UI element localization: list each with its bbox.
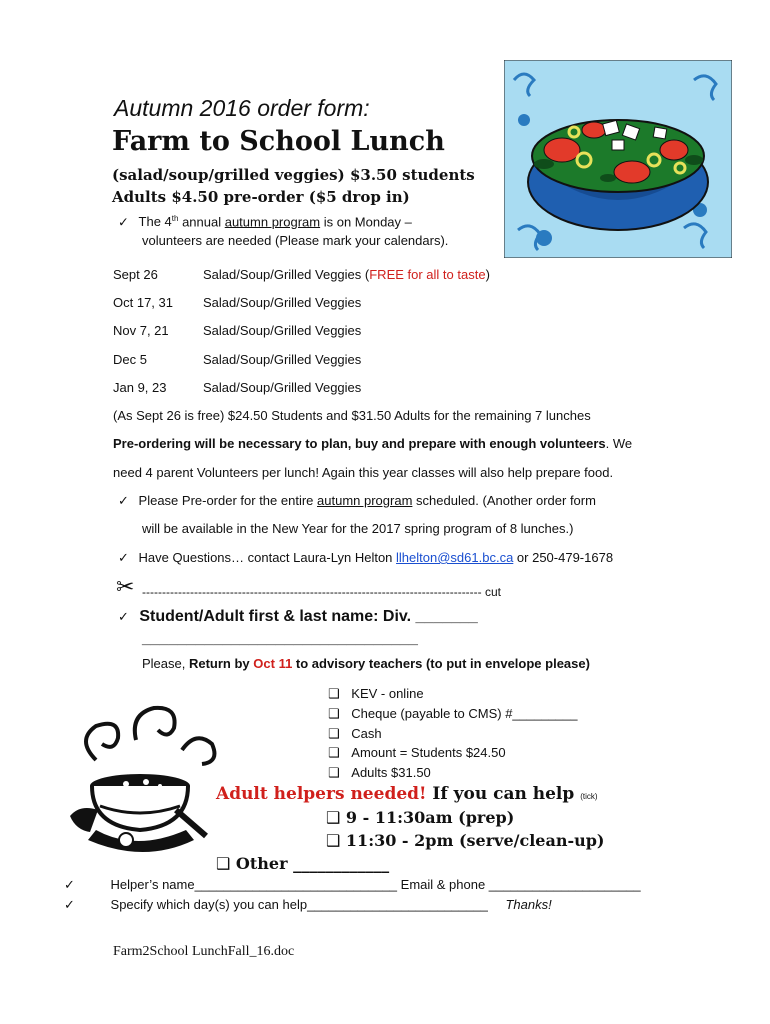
bullet-preorder: ✓ Please Pre-order for the entire autumn program scheduled. (Another order form (118, 493, 596, 509)
checkmark-icon: ✓ (118, 610, 129, 625)
adult-price-line: Adults $4.50 pre-order ($5 drop in) (112, 188, 410, 206)
checkbox-icon[interactable]: ❑ (326, 831, 341, 850)
checkmark-icon: ✓ (64, 878, 75, 893)
return-instructions: Please, Return by Oct 11 to advisory teachers (to put in envelope please) (142, 656, 590, 671)
checkbox-icon[interactable]: ❑ (328, 707, 340, 722)
price-line: (salad/soup/grilled veggies) $3.50 students (112, 166, 475, 184)
checkbox-icon[interactable]: ❑ (328, 687, 340, 702)
thanks-note: Thanks! (505, 897, 552, 912)
schedule-row: Dec 5 Salad/Soup/Grilled Veggies (113, 352, 362, 367)
form-subtitle: Autumn 2016 order form: (114, 95, 370, 121)
salad-bowl-illustration (504, 60, 732, 258)
payment-option[interactable]: ❑ Amount = Students $24.50 (328, 745, 506, 761)
cut-line: ------------------------------------------------------------------------------------- cut (142, 585, 502, 599)
payment-option[interactable]: ❑ Cash (328, 726, 382, 742)
helper-option-other[interactable]: ❑ Other ____________ (216, 854, 390, 873)
checkmark-icon: ✓ (118, 215, 129, 231)
division-field[interactable]: : Div. _______ (373, 608, 478, 625)
scissors-icon: ✂ (116, 574, 135, 599)
free-note: FREE for all to taste (369, 267, 486, 282)
payment-option[interactable]: ❑ KEV - online (328, 686, 424, 702)
checkmark-icon: ✓ (118, 494, 129, 509)
helpers-heading: Adult helpers needed! If you can help (tick) (216, 784, 598, 804)
preorder-line: Pre-ordering will be necessary to plan, buy and prepare with enough volunteers. We (113, 436, 633, 451)
payment-option[interactable]: ❑ Adults $31.50 (328, 765, 431, 781)
helper-name-field[interactable]: Helper’s name____________________________ Email & phone _____________________ (110, 877, 641, 892)
payment-option[interactable]: ❑ Cheque (payable to CMS) #_________ (328, 706, 578, 722)
checkbox-icon[interactable]: ❑ (326, 808, 341, 827)
checkbox-icon[interactable]: ❑ (328, 727, 340, 742)
name-field-row: ✓ Student/Adult first & last name: Div. _______ (118, 608, 478, 625)
intro-line-2: volunteers are needed (Please mark your calendars). (142, 233, 449, 248)
helper-days-field[interactable]: Specify which day(s) you can help_________________________ (110, 897, 488, 912)
checkbox-icon[interactable]: ❑ (328, 766, 340, 781)
bullet-contact: ✓ Have Questions… contact Laura-Lyn Helton llhelton@sd61.bc.ca or 250-479-1678 (118, 550, 614, 566)
schedule-row: Sept 26 Salad/Soup/Grilled Veggies (FREE for all to taste) (113, 267, 490, 282)
return-date: Oct 11 (253, 656, 293, 671)
contact-email-link[interactable]: llhelton@sd61.bc.ca (396, 550, 514, 565)
schedule-row: Oct 17, 31 Salad/Soup/Grilled Veggies (113, 295, 362, 310)
intro-line: ✓ The 4th annual autumn program is on Monday – (118, 214, 412, 231)
schedule-row: Nov 7, 21 Salad/Soup/Grilled Veggies (113, 323, 362, 338)
footer-filename: Farm2School LunchFall_16.doc (113, 944, 295, 959)
checkmark-icon: ✓ (64, 898, 75, 913)
preorder-line-2: need 4 parent Volunteers per lunch! Again this year classes will also help prepare food. (113, 465, 614, 480)
schedule-row: Jan 9, 23 Salad/Soup/Grilled Veggies (113, 380, 362, 395)
helper-name-row (64, 877, 641, 893)
bullet-preorder-line-2: will be available in the New Year for the 2017 spring program of 8 lunches.) (142, 521, 574, 536)
helper-days-row (64, 897, 552, 913)
checkmark-icon: ✓ (118, 551, 129, 566)
soup-pot-illustration (56, 690, 224, 854)
autumn-program-link[interactable]: autumn program (224, 214, 321, 230)
helper-option-serve[interactable]: ❑ 11:30 - 2pm (serve/clean-up) (326, 831, 605, 850)
checkbox-icon[interactable]: ❑ (328, 746, 340, 761)
autumn-program-link[interactable]: autumn program (317, 493, 413, 508)
helper-option-prep[interactable]: ❑ 9 - 11:30am (prep) (326, 808, 515, 827)
pricing-note: (As Sept 26 is free) $24.50 Students and $31.50 Adults for the remaining 7 lunches (113, 408, 591, 423)
name-input-line[interactable]: _______________________________ (142, 630, 418, 647)
page-title: Farm to School Lunch (112, 126, 445, 157)
checkbox-icon[interactable]: ❑ (216, 854, 231, 873)
